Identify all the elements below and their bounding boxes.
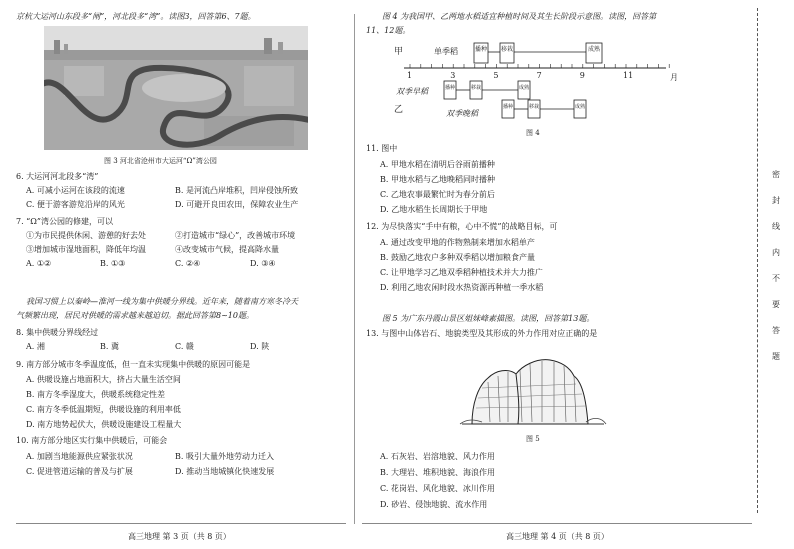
question-11-option-a[interactable]: A. 甲地水稻在清明后谷雨前播种 — [380, 160, 495, 169]
fig4-box-early-transplant — [470, 81, 482, 99]
question-7-option-a[interactable]: A. ①② — [26, 259, 52, 268]
intro-heating-1: 我国习惯上以秦岭—淮河一线为集中供暖分界线。近年来，随着南方寒冬冷天 — [26, 297, 298, 306]
svg-text:播种: 播种 — [503, 104, 514, 110]
question-12-option-d[interactable]: D. 利用乙地农闲时段水热资源再种植一季水稻 — [380, 283, 544, 292]
question-6: 6. 大运河河北段多“湾” — [16, 172, 99, 181]
figure-3-caption: 图 3 河北省沧州市大运河“Ω”湾公园 — [104, 157, 217, 165]
fig4-box-early-sow — [444, 81, 456, 99]
question-9-option-b[interactable]: B. 南方冬季湿度大，供暖系统稳定性差 — [26, 390, 165, 399]
figure-5-caption: 图 5 — [526, 435, 540, 443]
intro-canal: 京杭大运河山东段多“闸”，河北段多“湾”。读图3，回答第6、7题。 — [16, 12, 256, 21]
question-8-option-b[interactable]: B. 冀 — [100, 342, 119, 351]
question-11-option-d[interactable]: D. 乙地水稻生长周期长于甲地 — [380, 205, 488, 214]
sealing-notice — [768, 170, 784, 378]
question-7-option-c[interactable]: C. ②④ — [175, 259, 201, 268]
question-12-option-c[interactable]: C. 让甲地学习乙地双季稻种植技术并大力推广 — [380, 268, 543, 277]
svg-text:移栽: 移栽 — [501, 46, 514, 53]
svg-text:移栽: 移栽 — [529, 104, 540, 110]
question-6-option-a[interactable]: A. 可减小运河在该段的流速 — [26, 186, 125, 195]
fig4-label-late: 双季晚稻 — [446, 109, 478, 118]
intro-rice-2: 11、12题。 — [366, 26, 411, 35]
question-10-option-a[interactable]: A. 加剧当地能源供应紧张状况 — [26, 452, 133, 461]
intro-rice: 图 4 为我国甲、乙两地水稻适宜种植时间及其生长阶段示意图。读图，回答第 — [382, 12, 657, 21]
svg-text:成熟: 成熟 — [519, 85, 530, 91]
sealing-char: 要 — [772, 300, 780, 309]
figure-3-photo — [44, 26, 308, 150]
question-10: 10. 南方部分地区实行集中供暖后，可能会 — [16, 436, 168, 445]
fig4-box-early-mature — [518, 81, 530, 99]
fig4-label-early: 双季早稻 — [396, 87, 428, 96]
question-10-option-d[interactable]: D. 推动当地城镇化快速发展 — [175, 467, 275, 476]
question-8-option-a[interactable]: A. 湘 — [26, 342, 45, 351]
fig4-tick-label: 11 — [623, 71, 634, 80]
question-13: 13. 与图中山体岩石、地貌类型及其形成的外力作用对应正确的是 — [366, 329, 598, 338]
figure-4-caption: 图 4 — [526, 129, 540, 137]
fig4-label-jia: 甲 — [394, 47, 404, 57]
question-8: 8. 集中供暖分界线经过 — [16, 328, 99, 337]
question-7: 7. “Ω”湾公园的修建，可以 — [16, 217, 113, 226]
svg-text:播种: 播种 — [475, 46, 488, 53]
fig4-label-single: 单季稻 — [434, 47, 458, 56]
question-11-option-b[interactable]: B. 甲地水稻与乙地晚稻同时播种 — [380, 175, 495, 184]
sealing-char: 密 — [772, 170, 780, 179]
fig4-tick-label: 1 — [407, 71, 413, 80]
sealing-dashed-line — [757, 8, 758, 513]
question-9: 9. 南方部分城市冬季温度低，但一直未实现集中供暖的原因可能是 — [16, 360, 251, 369]
question-12-option-a[interactable]: A. 通过改变甲地的作物熟制来增加水稻单产 — [380, 238, 535, 247]
question-11: 11. 图中 — [366, 144, 398, 153]
question-7-statement-4: ④改变城市气候，提高降水量 — [175, 245, 279, 254]
intro-danxia: 图 5 为广东丹霞山景区姐妹峰素描图。读图，回答第13题。 — [382, 314, 595, 323]
question-13-option-c[interactable]: C. 花岗岩、风化地貌、冰川作用 — [380, 484, 495, 493]
sealing-char: 不 — [772, 274, 780, 283]
svg-text:成熟: 成熟 — [588, 46, 601, 53]
question-9-option-c[interactable]: C. 南方冬季低温期短，供暖设施的利用率低 — [26, 405, 181, 414]
question-13-option-b[interactable]: B. 大理岩、堆积地貌、海浪作用 — [380, 468, 495, 477]
question-12-option-b[interactable]: B. 鼓励乙地农户多种双季稻以增加粮食产量 — [380, 253, 535, 262]
question-9-option-a[interactable]: A. 供暖设施占地面积大，挤占大量生活空间 — [26, 375, 181, 384]
sealing-char: 线 — [772, 222, 780, 231]
sealing-char: 答 — [772, 326, 780, 335]
question-7-option-b[interactable]: B. ①③ — [100, 259, 126, 268]
sealing-char: 题 — [772, 352, 780, 361]
fig4-unit: 月 — [670, 73, 678, 82]
footer-rule-right — [362, 523, 752, 524]
question-6-option-d[interactable]: D. 可避开良田农田，保障农业生产 — [175, 200, 299, 209]
footer-page-3: 高三地理 第 3 页（共 8 页） — [128, 532, 231, 541]
fig4-tick-label: 7 — [536, 71, 542, 80]
question-13-option-a[interactable]: A. 石灰岩、岩溶地貌、风力作用 — [380, 452, 495, 461]
question-12: 12. 为尽快落实“手中有粮，心中不慌”的战略目标，可 — [366, 222, 558, 231]
question-10-option-b[interactable]: B. 吸引大量外地劳动力迁入 — [175, 452, 274, 461]
question-8-option-c[interactable]: C. 赣 — [175, 342, 194, 351]
question-13-option-d[interactable]: D. 砂岩、侵蚀地貌、流水作用 — [380, 500, 488, 509]
fig4-box-late-sow — [502, 100, 514, 118]
fig4-box-late-transplant — [528, 100, 540, 118]
footer-page-4: 高三地理 第 4 页（共 8 页） — [506, 532, 609, 541]
fig4-box-transplant — [500, 43, 514, 63]
figure-4-diagram — [390, 40, 690, 124]
fig4-box-mature — [586, 43, 602, 63]
fig4-label-yi: 乙 — [394, 105, 404, 115]
fig4-tick-label: 3 — [450, 71, 456, 80]
sealing-char: 内 — [772, 248, 780, 257]
question-6-option-c[interactable]: C. 便于游客游览沿岸的风光 — [26, 200, 125, 209]
svg-text:播种: 播种 — [445, 85, 456, 91]
fig4-box-late-mature — [574, 100, 586, 118]
svg-text:成熟: 成熟 — [575, 104, 586, 110]
question-11-option-c[interactable]: C. 乙地农事最繁忙时为春分前后 — [380, 190, 495, 199]
fig4-tick-label: 5 — [493, 71, 499, 80]
question-6-option-b[interactable]: B. 是河流凸岸堆积，凹岸侵蚀所致 — [175, 186, 298, 195]
fig4-ticks — [407, 64, 669, 80]
sealing-char: 封 — [772, 196, 780, 205]
question-7-statement-1: ①为市民提供休闲、游憩的好去处 — [26, 231, 146, 240]
footer-rule-left — [16, 523, 346, 524]
question-7-option-d[interactable]: D. ③④ — [250, 259, 276, 268]
question-10-option-c[interactable]: C. 促进管道运输的普及与扩展 — [26, 467, 133, 476]
fig4-tick-label: 9 — [579, 71, 585, 80]
figure-5-sketch — [458, 342, 608, 428]
question-7-statement-3: ③增加城市湿地面积，降低年均温 — [26, 245, 146, 254]
question-9-option-d[interactable]: D. 南方地势起伏大，供暖设施建设工程量大 — [26, 420, 182, 429]
intro-heating-2: 气频繁出现，居民对供暖的需求越来越迫切。据此回答第8~10题。 — [16, 311, 254, 320]
svg-text:移栽: 移栽 — [471, 85, 482, 91]
question-8-option-d[interactable]: D. 陕 — [250, 342, 270, 351]
fig4-box-sow — [474, 43, 488, 63]
question-7-statement-2: ②打造城市“绿心”，改善城市环境 — [175, 231, 296, 240]
page-separator — [354, 14, 355, 524]
